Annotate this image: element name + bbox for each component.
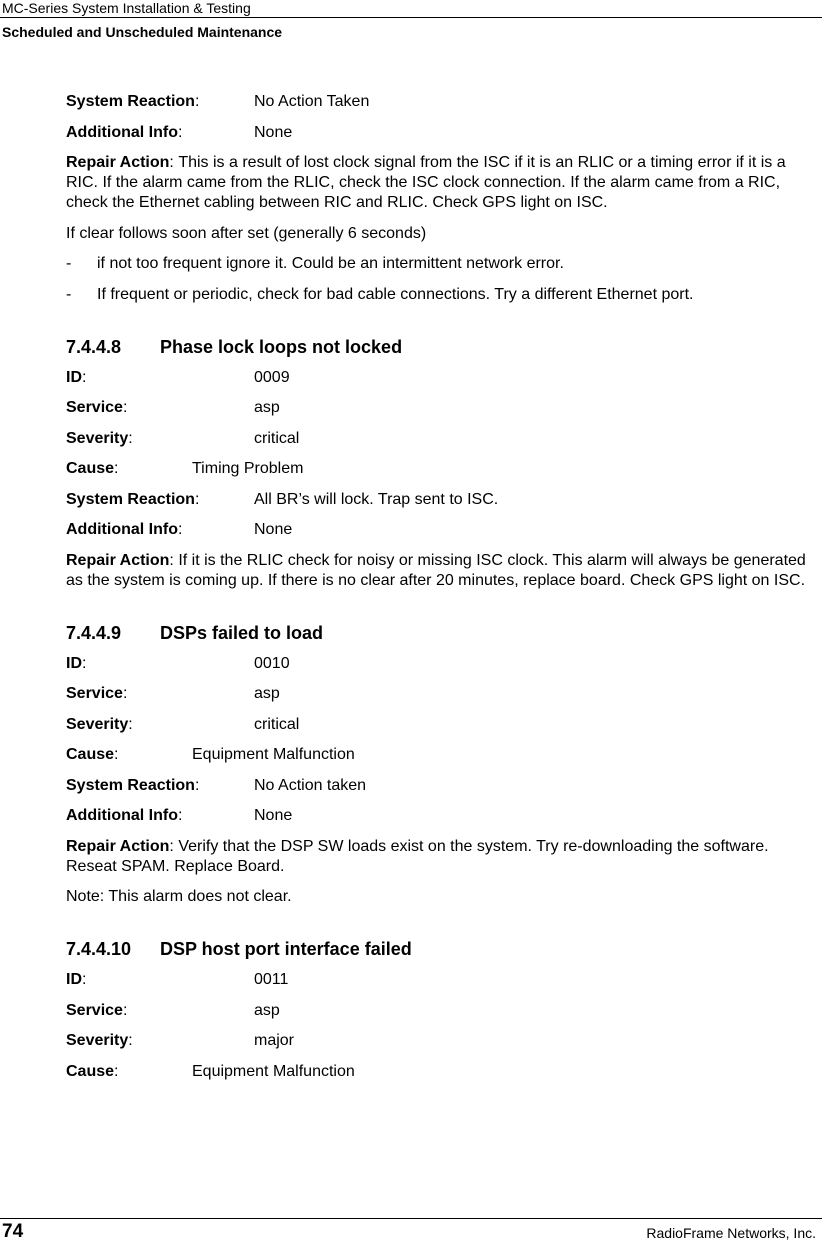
alarm-additional-info: Additional Info: None <box>66 521 293 538</box>
alarm-service: Service: asp <box>66 685 280 702</box>
alarm-system-reaction: System Reaction: No Action taken <box>66 776 367 794</box>
section-heading-7-4-4-10: 7.4.4.10 DSP host port interface failed <box>66 939 412 959</box>
alarm-system-reaction: System Reaction: All BR’s will lock. Trap sent to ISC. <box>66 490 499 508</box>
alarm-cause: Cause: Timing Problem <box>66 460 304 477</box>
alarm-severity: Severity: major <box>66 1032 295 1049</box>
intro-additional-info: Additional Info: None <box>66 123 293 141</box>
header-rule <box>0 17 822 18</box>
alarm-severity: Severity: critical <box>66 429 300 447</box>
alarm-id: ID: 0010 <box>66 654 290 672</box>
alarm-repair-action: Repair Action: If it is the RLIC check for noisy or missing ISC clock. This alarm will always be generated as the system is coming up. If there is no clear after 20 minutes, replace board. Check GPS light on ISC. <box>66 551 806 589</box>
alarm-cause: Cause: Equipment Malfunction <box>66 746 355 763</box>
intro-clear-note: If clear follows soon after set (generally 6 seconds) <box>66 224 427 242</box>
footer-rule <box>0 1218 822 1219</box>
running-header-title: MC-Series System Installation & Testing <box>2 0 251 16</box>
alarm-additional-info: Additional Info: None <box>66 807 293 824</box>
alarm-id: ID: 0009 <box>66 368 290 386</box>
alarm-service: Service: asp <box>66 1001 280 1019</box>
footer-company: RadioFrame Networks, Inc. <box>646 1225 816 1241</box>
alarm-id: ID: 0011 <box>66 971 289 988</box>
alarm-severity: Severity: critical <box>66 715 300 733</box>
intro-bullet-2: - If frequent or periodic, check for bad cable connections. Try a different Ethernet port. <box>66 285 694 303</box>
page-number: 74 <box>2 1221 24 1242</box>
intro-bullet-1: - if not too frequent ignore it. Could be an intermittent network error. <box>66 255 564 272</box>
alarm-note: Note: This alarm does not clear. <box>66 888 292 905</box>
document-body <box>66 92 816 1092</box>
running-header-section: Scheduled and Unscheduled Maintenance <box>2 24 283 40</box>
alarm-repair-action: Repair Action: Verify that the DSP SW loads exist on the system. Try re-downloading the software. Reseat SPAM. Replace Board. <box>66 837 769 875</box>
section-heading-7-4-4-9: 7.4.4.9 DSPs failed to load <box>66 622 324 643</box>
intro-system-reaction: System Reaction: No Action Taken <box>66 93 370 110</box>
section-heading-7-4-4-8: 7.4.4.8 Phase lock loops not locked <box>66 336 403 357</box>
alarm-service: Service: asp <box>66 399 280 416</box>
intro-repair-action: Repair Action: This is a result of lost clock signal from the ISC if it is an RLIC or a timing error if it is a RIC. If the alarm came from the RLIC, check the ISC clock connection. If the alarm came from a RIC, check the Ethernet cabling between RIC and RLIC. Check GPS light on ISC. <box>66 154 786 211</box>
alarm-cause: Cause: Equipment Malfunction <box>66 1062 355 1080</box>
